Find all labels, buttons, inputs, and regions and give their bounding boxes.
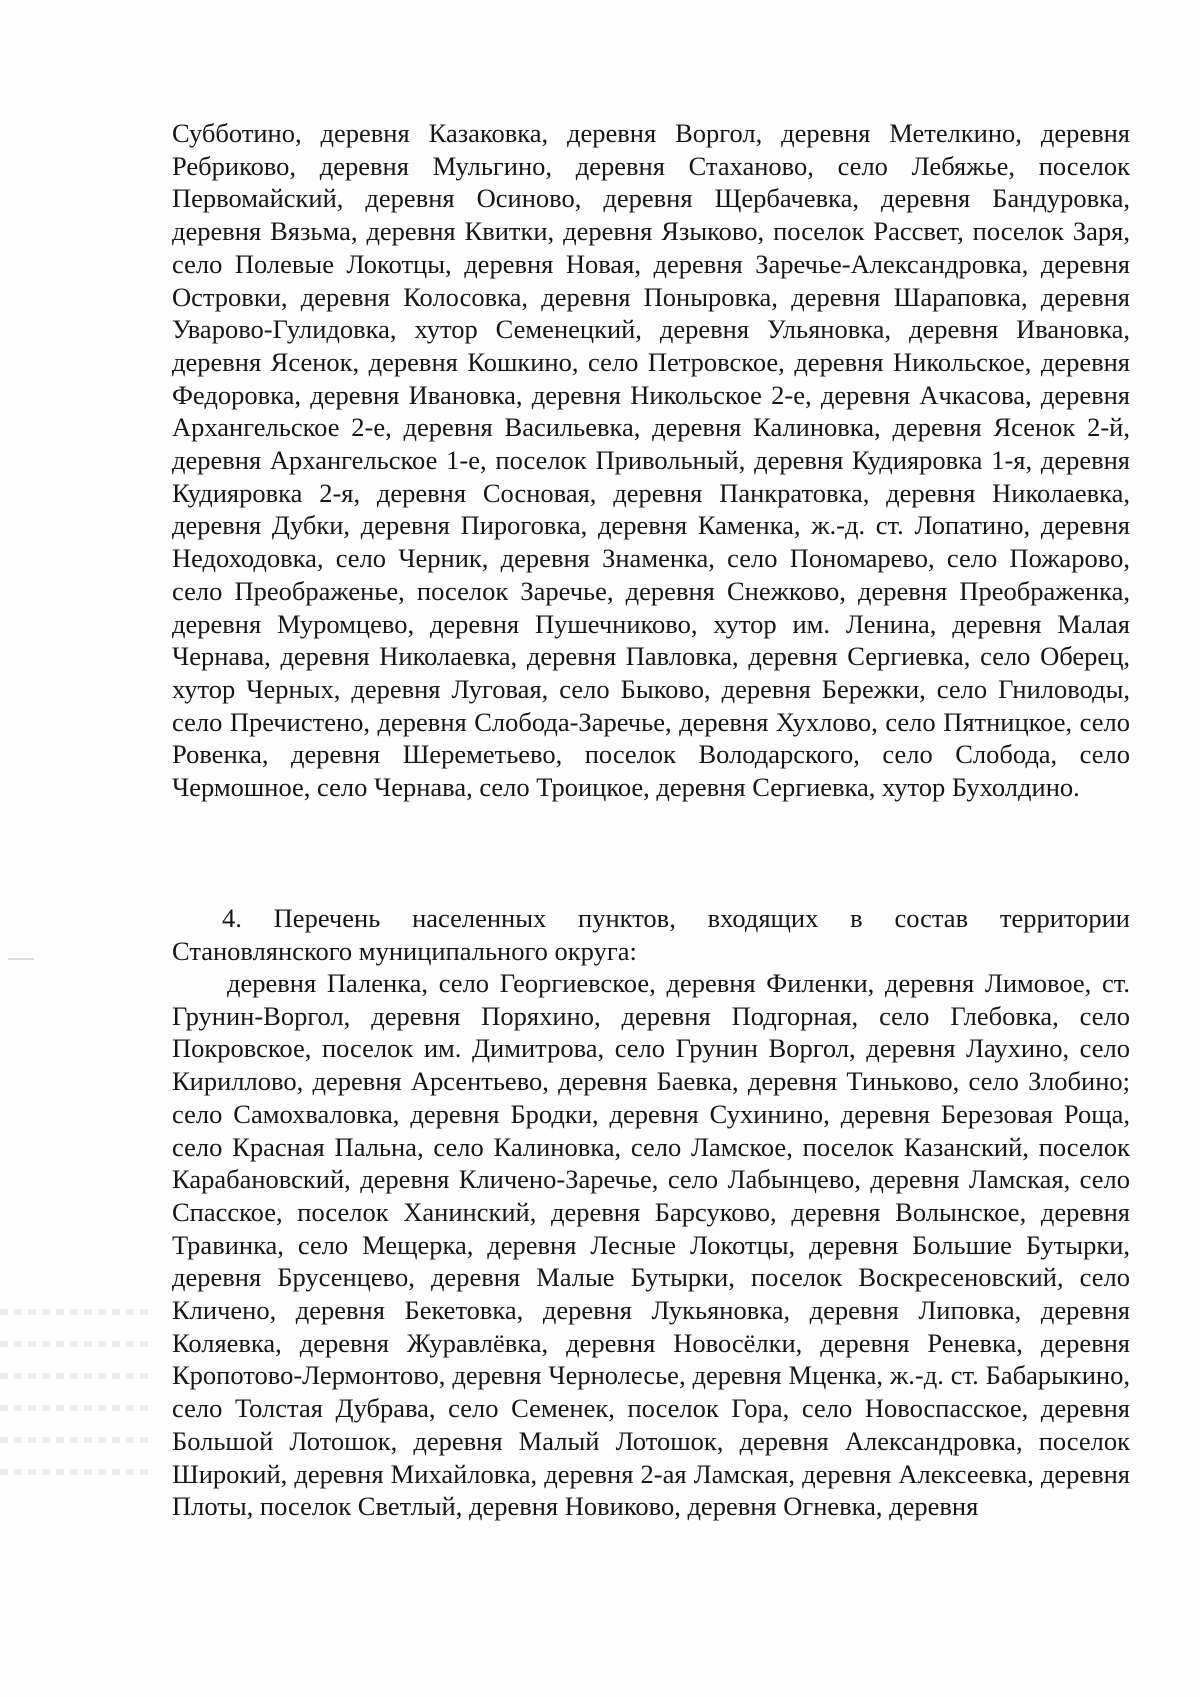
section-4-heading-text: 4. Перечень населенных пунктов, входящих в состав территории Становлянского муниципального округа:: [172, 903, 1130, 966]
paragraph-settlement-list-continuation: Субботино, деревня Казаковка, деревня Воргол, деревня Метелкино, деревня Ребриково, деревня Мульгино, деревня Стаханово, село Лебяжье, поселок Первомайский, деревня Осиново, деревня Щербачевка, деревня Бандуровка, деревня Вязьма, деревня Квитки, деревня Языково, поселок Рассвет, поселок Заря, село Полевые Локотцы, деревня Новая, деревня Заречье-Александровка, деревня Островки, деревня Колосовка, деревня Поныровка, деревня Шараповка, деревня Уварово-Гулидовка, хутор Семенецкий, деревня Ульяновка, деревня Ивановка, деревня Ясенок, деревня Кошкино, село Петровское, деревня Никольское, деревня Федоровка, деревня Ивановка, деревня Никольское 2-е, деревня Ачкасова, деревня Архангельское 2-е, деревня Васильевка, деревня Калиновка, деревня Ясенок 2-й, деревня Архангельское 1-е, поселок Привольный, деревня Кудияровка 1-я, деревня Кудияровка 2-я, деревня Сосновая, деревня Панкратовка, деревня Николаевка, деревня Дубки, деревня Пироговка, деревня Каменка, ж.-д. ст. Лопатино, деревня Недоходовка, село Черник, деревня Знаменка, село Пономарево, село Пожарово, село Преображенье, поселок Заречье, деревня Снежково, деревня Преображенка, деревня Муромцево, деревня Пушечниково, хутор им. Ленина, деревня Малая Чернава, деревня Николаевка, деревня Павловка, деревня Сергиевка, село Оберец, хутор Черных, деревня Луговая, село Быково, деревня Бережки, село Гниловоды, село Пречистено, деревня Слобода-Заречье, деревня Хухлово, село Пятницкое, село Ровенка, деревня Шереметьево, поселок Володарского, село Слобода, село Чермошное, село Чернава, село Троицкое, деревня Сергиевка, хутор Бухолдино.: [172, 118, 1130, 803]
section-4-heading: [172, 902, 1130, 967]
scan-speck: [8, 958, 34, 960]
scan-margin-bleed: [0, 1283, 150, 1483]
section-4-settlement-list: деревня Паленка, село Георгиевское, деревня Филенки, деревня Лимовое, ст. Грунин-Воргол, деревня Поряхино, деревня Подгорная, село Глебовка, село Покровское, поселок им. Димитрова, село Грунин Воргол, деревня Лаухино, село Кириллово, деревня Арсентьево, деревня Баевка, деревня Тиньково, село Злобино; село Самохваловка, деревня Бродки, деревня Сухинино, деревня Березовая Роща, село Красная Пальна, село Калиновка, село Ламское, поселок Казанский, поселок Карабановский, деревня Кличено-Заречье, село Лабынцево, деревня Ламская, село Спасское, поселок Ханинский, деревня Барсуково, деревня Волынское, деревня Травинка, село Мещерка, деревня Лесные Локотцы, деревня Большие Бутырки, деревня Брусенцево, деревня Малые Бутырки, поселок Воскресеновский, село Кличено, деревня Бекетовка, деревня Лукьяновка, деревня Липовка, деревня Коляевка, деревня Журавлёвка, деревня Новосёлки, деревня Реневка, деревня Кропотово-Лермонтово, деревня Чернолесье, деревня Мценка, ж.-д. ст. Бабарыкино, село Толстая Дубрава, село Семенек, поселок Гора, село Новоспасское, деревня Большой Лотошок, деревня Малый Лотошок, деревня Александровка, поселок Широкий, деревня Михайловка, деревня 2-ая Ламская, деревня Алексеевка, деревня Плоты, поселок Светлый, деревня Новиково, деревня Огневка, деревня: [172, 968, 1130, 1522]
